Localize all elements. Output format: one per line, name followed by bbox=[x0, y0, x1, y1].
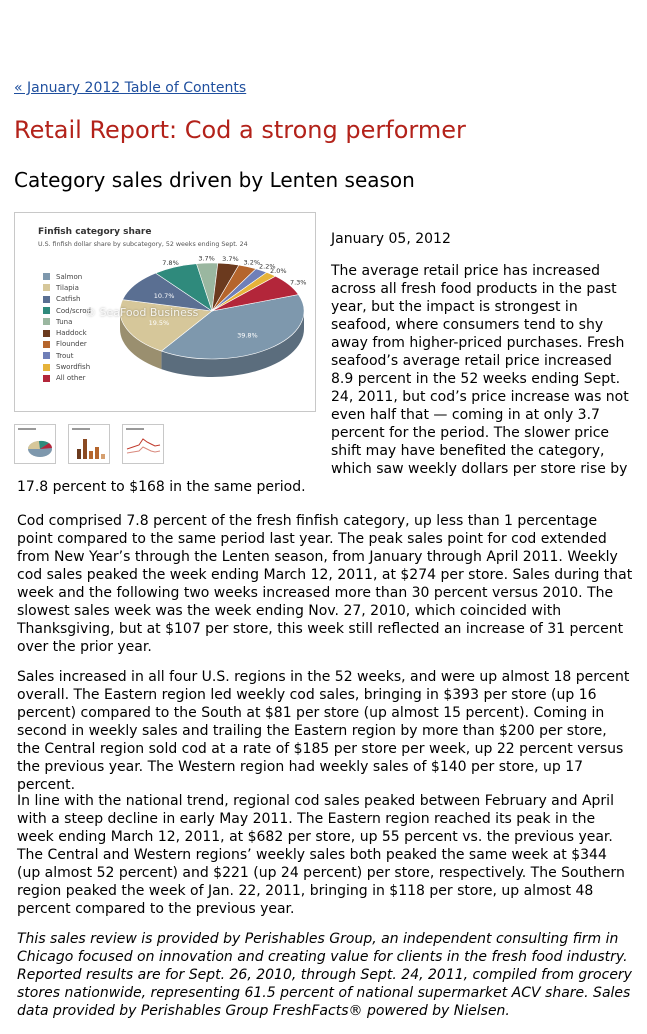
body-paragraph: Sales increased in all four U.S. regions in the 52 weeks, and were up almost 18 percent overall. The Eastern region led weekly cod sales, bringing in $393 per store (up 16 percent) compared to the South at $81 per store (up almost 15 percent). Coming in second in weekly sales and trailing the Eastern region by more than $200 per store, the Central region sold cod at a rate of $185 per store per week, up 22 percent versus the previous year. The Western region had weekly sales of $140 per store, up 17 percent. bbox=[17, 669, 630, 793]
legend-label: Tilapia bbox=[56, 283, 79, 292]
thumbnail-pie[interactable] bbox=[14, 424, 56, 464]
legend-label: Flounder bbox=[56, 340, 87, 349]
legend-label: Cod/scrod bbox=[56, 306, 91, 315]
intro-paragraph: The average retail price has increased across all fresh food products in the past year, but the impact is strongest in seafood, where consumers tend to shy away from higher-priced purchases. Fresh seafood’s average retail price increased 8.9 percent in the 52 weeks ending Sept. 24, 2011, but cod’s price increase was not even half that — coming in at only 3.7 percent for the period. The slower price shift may have benefited the category, which saw weekly dollars per store rise by bbox=[331, 263, 629, 477]
body-paragraph: Cod comprised 7.8 percent of the fresh finfish category, up less than 1 percentage point compared to the same period last year. The peak sales point for cod extended from New Year’s through the Lenten season, from January through April 2011. Weekly cod sales peaked the week ending March 12, 2011, at $274 per store. Sales during that week and the following two weeks increased more than 30 percent versus 2010. The slowest sales week was the week ending Nov. 27, 2010, which coincided with Thanksgiving, but at $107 per store, this week still reflected an increase of 31 percent over the prior year. bbox=[17, 513, 633, 655]
thumbnail-line[interactable] bbox=[122, 424, 164, 464]
thumbnail-bar[interactable] bbox=[68, 424, 110, 464]
pie-data-label: 39.8% bbox=[237, 331, 258, 340]
thumbnail-bar-icon bbox=[69, 425, 109, 463]
pie-data-label: 3.2% bbox=[243, 258, 261, 267]
back-to-toc-link[interactable]: « January 2012 Table of Contents bbox=[14, 80, 247, 96]
pie-data-label: 7.3% bbox=[289, 278, 307, 287]
pie-data-label: 2.0% bbox=[270, 266, 287, 275]
thumbnail-pie-icon bbox=[15, 425, 55, 463]
disclaimer-paragraph: This sales review is provided by Perishables Group, an independent consulting firm in Chicago focused on innovation and creating value for clients in the fresh food industry. Reported results are for Sept. 26, 2010, through Sept. 24, 2011, compiled from grocery stores nationwide, representing 61.5 percent of national supermarket ACV share. Sales data provided by Perishables Group FreshFacts® powered by Nielsen. bbox=[17, 931, 632, 1019]
chart-title: Finfish category share bbox=[38, 227, 152, 237]
chart-subtitle: U.S. finfish dollar share by subcategory, 52 weeks ending Sept. 24 bbox=[38, 241, 248, 248]
thumbnail-line-icon bbox=[123, 425, 163, 463]
legend-label: Tuna bbox=[56, 317, 73, 326]
legend-label: Salmon bbox=[56, 272, 83, 281]
pie-data-label: 3.7% bbox=[222, 255, 239, 264]
intro-paragraph-continued: 17.8 percent to $168 in the same period. bbox=[17, 479, 306, 495]
chart-watermark: © SeaFood Business bbox=[85, 306, 199, 319]
legend-label: Haddock bbox=[56, 329, 87, 338]
chart-figure[interactable] bbox=[14, 212, 316, 412]
pie-data-label: 2.2% bbox=[259, 262, 276, 271]
legend-label: Trout bbox=[56, 351, 74, 360]
article-subtitle: Category sales driven by Lenten season bbox=[14, 168, 415, 192]
pie-data-label: 19.5% bbox=[148, 318, 170, 327]
pie-data-label: 10.7% bbox=[153, 291, 175, 300]
pie-data-label: 7.8% bbox=[162, 258, 179, 267]
legend-label: Catfish bbox=[56, 295, 81, 304]
pie-data-label: 3.7% bbox=[198, 254, 215, 263]
legend-label: All other bbox=[56, 374, 86, 383]
legend-label: Swordfish bbox=[56, 363, 91, 372]
body-paragraph: In line with the national trend, regional cod sales peaked between February and April with a steep decline in early May 2011. The Eastern region reached its peak in the week ending March 12, 2011, at $682 per store, up 55 percent vs. the previous year. The Central and Western regions’ weekly sales both peaked the same week at $344 (up almost 52 percent) and $221 (up 24 percent) per store, respectively. The Southern region peaked the week of Jan. 22, 2011, bringing in $118 per store, up almost 48 percent compared to the previous year. bbox=[17, 793, 625, 917]
article-title: Retail Report: Cod a strong performer bbox=[14, 116, 466, 144]
figure-thumbnails bbox=[14, 424, 176, 464]
article-date: January 05, 2012 bbox=[331, 231, 451, 247]
